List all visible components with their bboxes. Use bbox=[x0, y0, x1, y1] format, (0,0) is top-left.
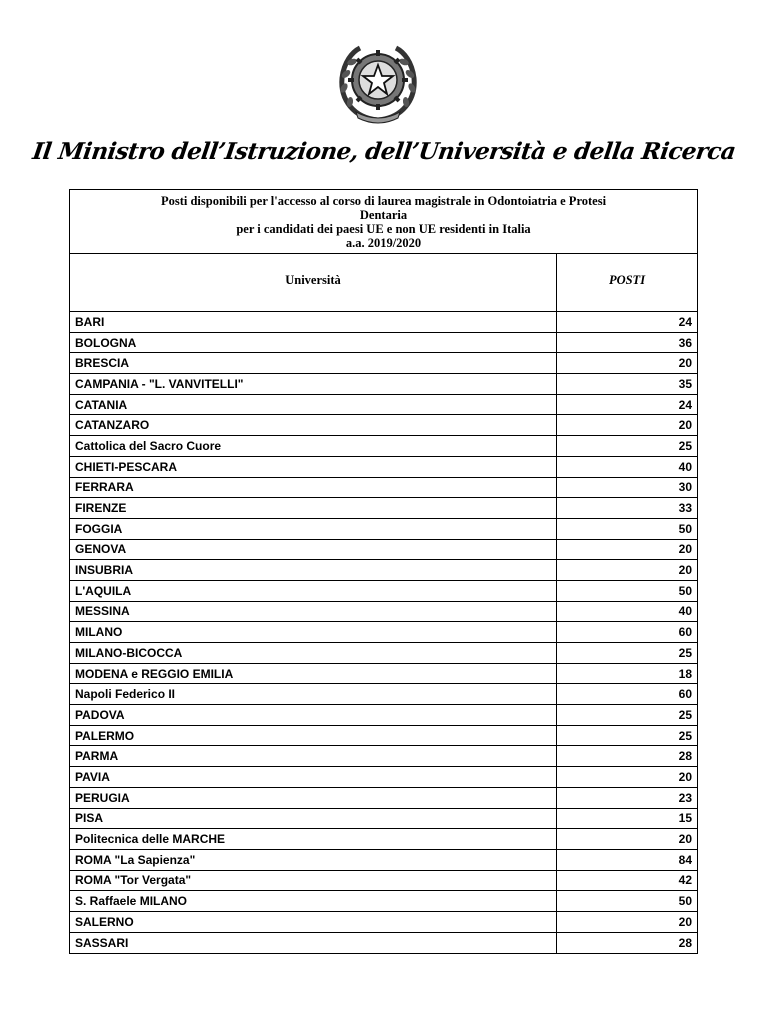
table-row bbox=[70, 891, 697, 912]
table-row bbox=[70, 912, 697, 933]
posti-cell: 20 bbox=[678, 542, 692, 557]
posti-cell: 30 bbox=[678, 480, 692, 495]
table-row bbox=[70, 705, 697, 726]
university-cell: PISA bbox=[70, 809, 557, 829]
posti-cell: 20 bbox=[678, 832, 692, 847]
table-row bbox=[70, 643, 697, 664]
table-row bbox=[70, 726, 697, 747]
university-cell: ROMA "La Sapienza" bbox=[70, 850, 557, 870]
university-cell: FERRARA bbox=[70, 478, 557, 498]
posti-cell: 20 bbox=[678, 563, 692, 578]
university-cell: MILANO-BICOCCA bbox=[70, 643, 557, 663]
university-cell: PALERMO bbox=[70, 726, 557, 746]
posti-cell: 84 bbox=[678, 852, 692, 867]
university-cell: SALERNO bbox=[70, 912, 557, 932]
university-cell: CAMPANIA - "L. VANVITELLI" bbox=[70, 374, 557, 394]
posti-cell: 60 bbox=[678, 687, 692, 702]
table-row bbox=[70, 353, 697, 374]
university-cell: MODENA e REGGIO EMILIA bbox=[70, 664, 557, 684]
posti-cell: 50 bbox=[678, 583, 692, 598]
table-title-line: per i candidati dei paesi UE e non UE residenti in Italia bbox=[236, 222, 531, 236]
university-cell: GENOVA bbox=[70, 540, 557, 560]
posti-cell: 50 bbox=[678, 521, 692, 536]
posti-cell: 25 bbox=[678, 728, 692, 743]
posti-cell: 24 bbox=[678, 397, 692, 412]
table-row bbox=[70, 788, 697, 809]
posti-cell: 36 bbox=[678, 335, 692, 350]
table-row bbox=[70, 809, 697, 830]
university-cell: S. Raffaele MILANO bbox=[70, 891, 557, 911]
table-row bbox=[70, 498, 697, 519]
table-body bbox=[70, 312, 697, 953]
table-row bbox=[70, 664, 697, 685]
university-cell: Cattolica del Sacro Cuore bbox=[70, 436, 557, 456]
posti-cell: 28 bbox=[678, 749, 692, 764]
table-title-line: a.a. 2019/2020 bbox=[345, 236, 422, 250]
table-row bbox=[70, 602, 697, 623]
university-cell: MILANO bbox=[70, 622, 557, 642]
posti-cell: 20 bbox=[678, 769, 692, 784]
italian-republic-emblem-icon bbox=[334, 40, 422, 126]
posti-cell: 35 bbox=[678, 376, 692, 391]
table-row bbox=[70, 622, 697, 643]
posti-cell: 20 bbox=[678, 914, 692, 929]
university-cell: PERUGIA bbox=[70, 788, 557, 808]
posti-cell: 25 bbox=[678, 707, 692, 722]
posti-cell: 60 bbox=[678, 625, 692, 640]
table-row bbox=[70, 746, 697, 767]
table-row bbox=[70, 457, 697, 478]
table-row bbox=[70, 436, 697, 457]
university-cell: PADOVA bbox=[70, 705, 557, 725]
university-cell: SASSARI bbox=[70, 933, 557, 954]
university-cell: L'AQUILA bbox=[70, 581, 557, 601]
table-row bbox=[70, 519, 697, 540]
university-cell: PARMA bbox=[70, 746, 557, 766]
university-cell: PAVIA bbox=[70, 767, 557, 787]
posti-cell: 15 bbox=[678, 811, 692, 826]
table-row bbox=[70, 829, 697, 850]
university-cell: ROMA "Tor Vergata" bbox=[70, 871, 557, 891]
column-header-university: Università bbox=[70, 254, 557, 311]
table-row bbox=[70, 560, 697, 581]
university-cell: BOLOGNA bbox=[70, 333, 557, 353]
university-cell: CATANZARO bbox=[70, 415, 557, 435]
university-cell: BRESCIA bbox=[70, 353, 557, 373]
posti-cell: 28 bbox=[678, 935, 692, 950]
table-row bbox=[70, 395, 697, 416]
posti-cell: 40 bbox=[678, 459, 692, 474]
table-title bbox=[70, 190, 697, 254]
table-title-line: Posti disponibili per l'accesso al corso di laurea magistrale in Odontoiatria e Protesi bbox=[160, 194, 607, 208]
table-row bbox=[70, 478, 697, 499]
posti-cell: 18 bbox=[678, 666, 692, 681]
university-cell: CHIETI-PESCARA bbox=[70, 457, 557, 477]
posti-cell: 33 bbox=[678, 501, 692, 516]
posti-cell: 20 bbox=[678, 418, 692, 433]
university-cell: BARI bbox=[70, 312, 557, 332]
table-row bbox=[70, 312, 697, 333]
places-table bbox=[69, 189, 698, 954]
table-row bbox=[70, 850, 697, 871]
university-cell: MESSINA bbox=[70, 602, 557, 622]
table-row bbox=[70, 933, 697, 954]
posti-cell: 40 bbox=[678, 604, 692, 619]
university-cell: Napoli Federico II bbox=[70, 684, 557, 704]
university-cell: INSUBRIA bbox=[70, 560, 557, 580]
posti-cell: 42 bbox=[678, 873, 692, 888]
university-cell: CATANIA bbox=[70, 395, 557, 415]
posti-cell: 50 bbox=[678, 894, 692, 909]
university-cell: Politecnica delle MARCHE bbox=[70, 829, 557, 849]
table-header bbox=[70, 254, 697, 312]
posti-cell: 25 bbox=[678, 438, 692, 453]
university-cell: FOGGIA bbox=[70, 519, 557, 539]
posti-cell: 20 bbox=[678, 356, 692, 371]
table-title-line: Dentaria bbox=[359, 208, 408, 222]
posti-cell: 24 bbox=[678, 314, 692, 329]
column-header-posti: POSTI bbox=[608, 273, 646, 287]
table-row bbox=[70, 767, 697, 788]
table-row bbox=[70, 374, 697, 395]
university-cell: FIRENZE bbox=[70, 498, 557, 518]
table-row bbox=[70, 871, 697, 892]
table-row bbox=[70, 540, 697, 561]
posti-cell: 25 bbox=[678, 645, 692, 660]
ministry-heading: Il Ministro dell’Istruzione, dell’Università e della Ricerca bbox=[30, 138, 738, 165]
table-row bbox=[70, 333, 697, 354]
table-row bbox=[70, 415, 697, 436]
table-row bbox=[70, 581, 697, 602]
posti-cell: 23 bbox=[678, 790, 692, 805]
table-row bbox=[70, 684, 697, 705]
